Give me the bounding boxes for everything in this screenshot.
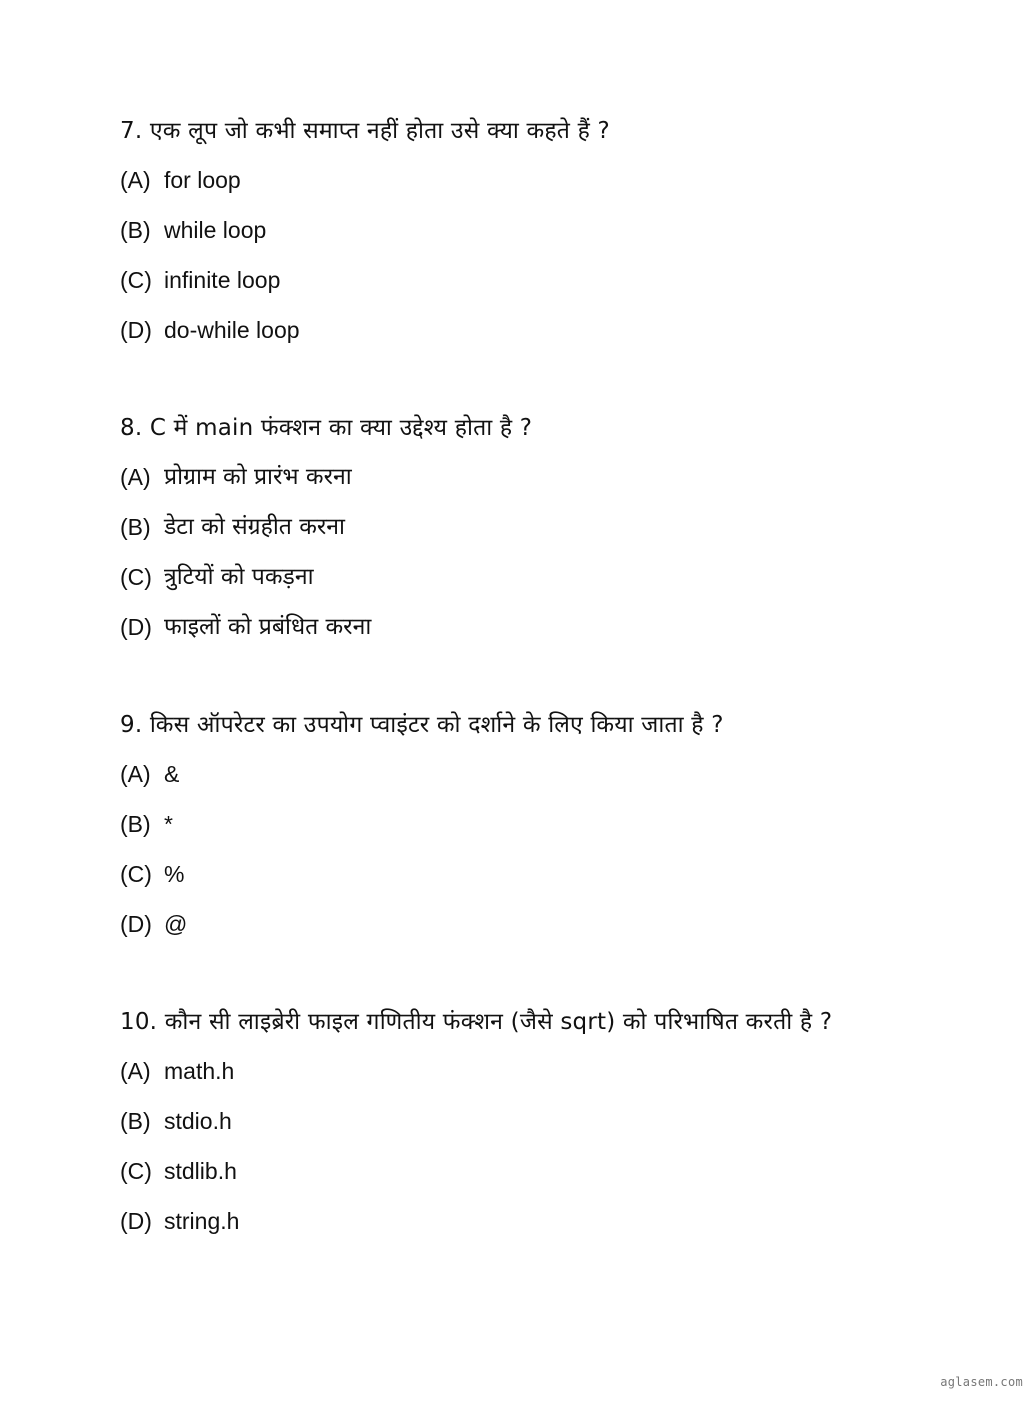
option-c — [120, 265, 980, 315]
option-label: (C) — [120, 861, 152, 887]
option-a — [120, 165, 980, 215]
option-text: @ — [164, 911, 188, 937]
option-label: (A) — [120, 167, 151, 193]
option-label: (D) — [120, 1208, 152, 1234]
option-label: (C) — [120, 564, 152, 590]
option-label: (B) — [120, 514, 151, 540]
option-text: stdio.h — [164, 1108, 232, 1134]
option-text: & — [164, 761, 180, 787]
option-a — [120, 759, 980, 809]
option-label: (B) — [120, 811, 151, 837]
option-c — [120, 1156, 980, 1206]
question-9 — [120, 710, 980, 959]
option-text: math.h — [164, 1058, 235, 1084]
option-label: (A) — [120, 464, 151, 490]
question-8 — [120, 413, 980, 662]
option-text: for loop — [164, 167, 241, 193]
option-text: do-while loop — [164, 317, 300, 343]
option-label: (B) — [120, 1108, 151, 1134]
question-10 — [120, 1007, 980, 1256]
watermark: aglasem.com — [940, 1375, 1023, 1389]
question-text: 7. एक लूप जो कभी समाप्त नहीं होता उसे क्या कहते हैं ? — [120, 118, 610, 144]
option-text: infinite loop — [164, 267, 281, 293]
option-c — [120, 859, 980, 909]
question-text: 8. C में main फंक्शन का क्या उद्देश्य होता है ? — [120, 415, 533, 441]
option-text: प्रोग्राम को प्रारंभ करना — [164, 464, 352, 490]
option-text: % — [164, 861, 185, 887]
option-label: (B) — [120, 217, 151, 243]
option-b — [120, 1106, 980, 1156]
option-text: फाइलों को प्रबंधित करना — [164, 614, 372, 640]
options-list — [120, 462, 980, 662]
option-a — [120, 1056, 980, 1106]
option-label: (D) — [120, 911, 152, 937]
option-text: string.h — [164, 1208, 240, 1234]
option-c — [120, 562, 980, 612]
option-text: त्रुटियों को पकड़ना — [164, 564, 314, 590]
option-d — [120, 909, 980, 959]
option-text: * — [164, 811, 173, 837]
option-label: (D) — [120, 614, 152, 640]
option-label: (D) — [120, 317, 152, 343]
option-d — [120, 315, 980, 365]
options-list — [120, 165, 980, 365]
option-b — [120, 512, 980, 562]
question-text: 10. कौन सी लाइब्रेरी फाइल गणितीय फंक्शन (जैसे sqrt) को परिभाषित करती है ? — [120, 1009, 833, 1035]
option-text: stdlib.h — [164, 1158, 237, 1184]
option-label: (A) — [120, 761, 151, 787]
option-d — [120, 1206, 980, 1256]
option-d — [120, 612, 980, 662]
option-b — [120, 809, 980, 859]
option-label: (C) — [120, 1158, 152, 1184]
options-list — [120, 1056, 980, 1256]
option-text: while loop — [164, 217, 267, 243]
option-text: डेटा को संग्रहीत करना — [164, 514, 346, 540]
option-a — [120, 462, 980, 512]
option-b — [120, 215, 980, 265]
option-label: (C) — [120, 267, 152, 293]
option-label: (A) — [120, 1058, 151, 1084]
options-list — [120, 759, 980, 959]
question-text: 9. किस ऑपरेटर का उपयोग प्वाइंटर को दर्शाने के लिए किया जाता है ? — [120, 712, 724, 738]
question-7 — [120, 116, 980, 365]
